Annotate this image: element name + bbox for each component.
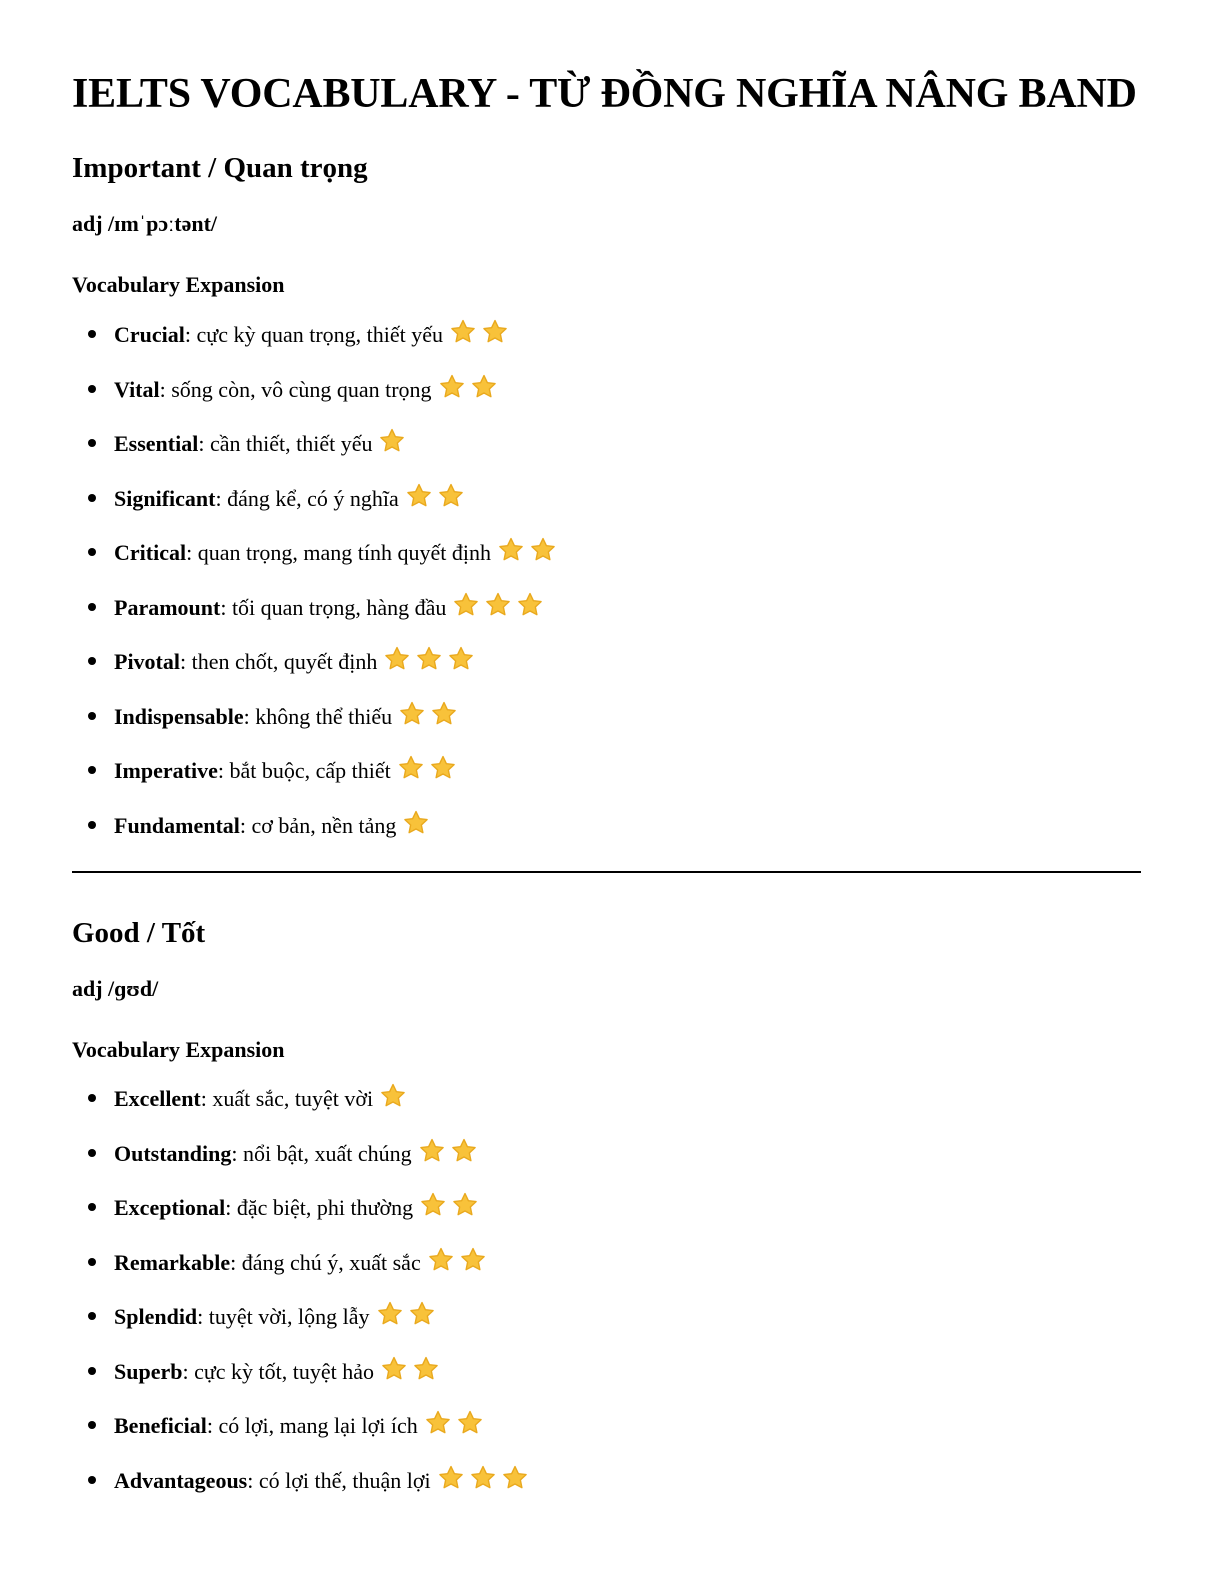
star-icon <box>481 318 509 346</box>
vocabulary-meaning: : đáng kể, có ý nghĩa <box>215 485 399 511</box>
vocabulary-expansion-heading: Vocabulary Expansion <box>72 1037 285 1062</box>
star-icon <box>438 373 466 401</box>
section-heading: Important / Quan trọng <box>72 152 368 184</box>
star-rating <box>380 1355 444 1391</box>
star-icon <box>516 591 544 619</box>
vocabulary-word: Paramount <box>114 594 221 620</box>
vocabulary-item <box>72 482 561 537</box>
star-icon <box>450 1137 478 1165</box>
section-heading: Good / Tốt <box>72 917 206 949</box>
star-icon <box>408 1300 436 1328</box>
vocabulary-meaning: : sống còn, vô cùng quan trọng <box>159 376 432 402</box>
vocabulary-word: Beneficial <box>114 1413 207 1438</box>
vocabulary-list <box>72 1082 533 1518</box>
vocabulary-meaning: : then chốt, quyết định <box>180 649 378 674</box>
vocabulary-word: Vital <box>114 376 160 402</box>
bullet-icon <box>88 548 96 556</box>
star-icon <box>469 1464 497 1492</box>
vocabulary-item <box>72 318 561 373</box>
star-rating <box>383 645 479 681</box>
bullet-icon <box>88 330 96 338</box>
star-icon <box>430 700 458 728</box>
vocabulary-word: Splendid <box>114 1304 198 1329</box>
vocabulary-word: Imperative <box>114 758 218 783</box>
vocabulary-word: Crucial <box>114 322 185 347</box>
vocabulary-item <box>72 700 561 755</box>
vocabulary-item <box>72 1246 533 1301</box>
vocabulary-item <box>72 427 561 482</box>
vocabulary-meaning: : không thể thiếu <box>243 703 393 729</box>
star-rating <box>378 427 410 463</box>
vocabulary-word: Excellent <box>114 1086 201 1111</box>
star-rating <box>449 318 513 354</box>
bullet-icon <box>88 766 96 774</box>
star-icon <box>452 591 480 619</box>
star-icon <box>415 645 443 673</box>
star-icon <box>451 1191 479 1219</box>
bullet-icon <box>88 439 96 447</box>
star-icon <box>437 1464 465 1492</box>
bullet-icon <box>88 1476 96 1484</box>
star-icon <box>380 1355 408 1383</box>
vocabulary-meaning: : tối quan trọng, hàng đầu <box>220 594 447 620</box>
star-icon <box>449 318 477 346</box>
vocabulary-meaning: : bắt buộc, cấp thiết <box>217 758 391 783</box>
star-icon <box>501 1464 529 1492</box>
star-icon <box>470 373 498 401</box>
star-icon <box>424 1409 452 1437</box>
vocabulary-meaning: : có lợi, mang lại lợi ích <box>206 1413 418 1438</box>
vocabulary-meaning: : tuyệt vời, lộng lẫy <box>197 1304 370 1329</box>
bullet-icon <box>88 1421 96 1429</box>
bullet-icon <box>88 657 96 665</box>
star-icon <box>429 754 457 782</box>
vocabulary-meaning: : cực kỳ tốt, tuyệt hảo <box>182 1358 375 1384</box>
bullet-icon <box>88 494 96 502</box>
star-rating <box>419 1191 483 1227</box>
vocabulary-item <box>72 1409 533 1464</box>
vocabulary-meaning: : cực kỳ quan trọng, thiết yếu <box>184 322 444 347</box>
star-icon <box>456 1409 484 1437</box>
vocabulary-meaning: : quan trọng, mang tính quyết định <box>186 540 491 565</box>
star-rating <box>418 1137 482 1173</box>
star-rating <box>452 591 548 627</box>
part-of-speech: adj /ɪmˈpɔːtənt/ <box>72 211 218 236</box>
star-icon <box>437 482 465 510</box>
star-rating <box>402 809 434 845</box>
vocabulary-word: Critical <box>114 540 187 565</box>
star-rating <box>437 1464 533 1500</box>
vocabulary-item <box>72 1137 533 1192</box>
vocabulary-item <box>72 373 561 428</box>
bullet-icon <box>88 1367 96 1375</box>
bullet-icon <box>88 603 96 611</box>
star-icon <box>405 482 433 510</box>
star-icon <box>383 645 411 673</box>
star-icon <box>412 1355 440 1383</box>
star-icon <box>418 1137 446 1165</box>
star-icon <box>484 591 512 619</box>
vocabulary-item <box>72 1300 533 1355</box>
section-divider <box>72 871 1141 873</box>
star-rating <box>398 700 462 736</box>
vocabulary-item <box>72 809 561 864</box>
vocabulary-word: Advantageous <box>114 1467 248 1493</box>
vocabulary-item <box>72 536 561 591</box>
vocabulary-list <box>72 318 561 863</box>
bullet-icon <box>88 821 96 829</box>
vocabulary-meaning: : có lợi thế, thuận lợi <box>247 1467 431 1493</box>
vocabulary-word: Fundamental <box>114 812 240 838</box>
star-rating <box>427 1246 491 1282</box>
vocabulary-word: Exceptional <box>114 1195 226 1220</box>
vocabulary-item <box>72 754 561 809</box>
star-icon <box>378 427 406 455</box>
part-of-speech: adj /ɡʊd/ <box>72 976 159 1001</box>
star-icon <box>447 645 475 673</box>
vocabulary-meaning: : đặc biệt, phi thường <box>225 1195 414 1220</box>
vocabulary-item <box>72 1082 533 1137</box>
bullet-icon <box>88 1094 96 1102</box>
vocabulary-item <box>72 645 561 700</box>
star-rating <box>424 1409 488 1445</box>
star-icon <box>402 809 430 837</box>
vocabulary-word: Outstanding <box>114 1140 232 1166</box>
star-rating <box>497 536 561 572</box>
vocabulary-item <box>72 1355 533 1410</box>
star-rating <box>397 754 461 790</box>
vocabulary-item <box>72 1464 533 1519</box>
bullet-icon <box>88 1312 96 1320</box>
vocabulary-expansion-heading: Vocabulary Expansion <box>72 272 285 297</box>
star-icon <box>427 1246 455 1274</box>
star-rating <box>405 482 469 518</box>
vocabulary-word: Essential <box>114 431 199 456</box>
page-title: IELTS VOCABULARY - TỪ ĐỒNG NGHĨA NÂNG BAND <box>72 71 1137 117</box>
star-icon <box>398 700 426 728</box>
star-icon <box>419 1191 447 1219</box>
star-icon <box>379 1082 407 1110</box>
vocabulary-item <box>72 591 561 646</box>
vocabulary-item <box>72 1191 533 1246</box>
star-icon <box>459 1246 487 1274</box>
star-icon <box>397 754 425 782</box>
vocabulary-word: Remarkable <box>114 1249 231 1275</box>
vocabulary-meaning: : nổi bật, xuất chúng <box>231 1140 412 1166</box>
star-rating <box>438 373 502 409</box>
star-icon <box>497 536 525 564</box>
vocabulary-word: Significant <box>114 485 216 511</box>
star-rating <box>379 1082 411 1118</box>
vocabulary-meaning: : cần thiết, thiết yếu <box>198 431 373 456</box>
bullet-icon <box>88 712 96 720</box>
vocabulary-word: Pivotal <box>114 649 180 674</box>
bullet-icon <box>88 1149 96 1157</box>
star-icon <box>529 536 557 564</box>
star-rating <box>376 1300 440 1336</box>
vocabulary-word: Indispensable <box>114 703 244 729</box>
bullet-icon <box>88 385 96 393</box>
bullet-icon <box>88 1258 96 1266</box>
vocabulary-word: Superb <box>114 1358 183 1384</box>
vocabulary-meaning: : xuất sắc, tuyệt vời <box>200 1086 374 1111</box>
bullet-icon <box>88 1203 96 1211</box>
star-icon <box>376 1300 404 1328</box>
vocabulary-meaning: : cơ bản, nền tảng <box>239 812 397 838</box>
vocabulary-meaning: : đáng chú ý, xuất sắc <box>230 1249 421 1275</box>
